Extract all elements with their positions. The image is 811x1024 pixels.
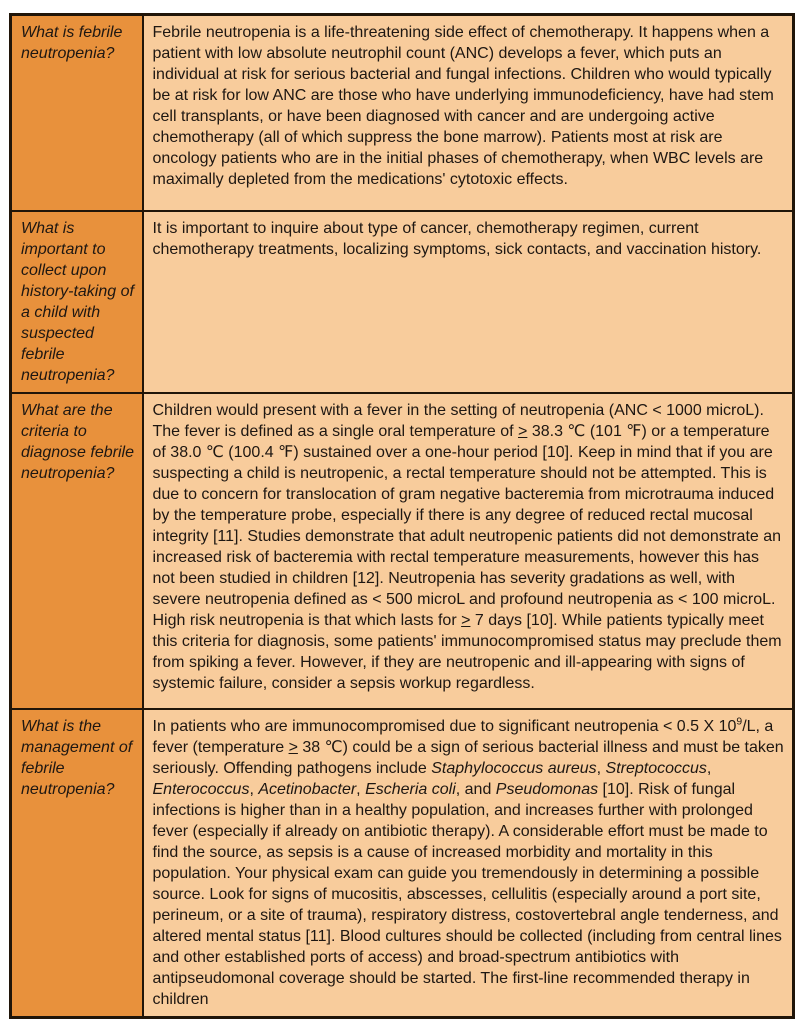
- question-text: What is febrile neutropenia?: [21, 24, 123, 62]
- answer-cell: [143, 709, 794, 1018]
- question-text: What is the management of febrile neutropenia?: [21, 717, 133, 798]
- question-cell: [11, 211, 143, 393]
- table-row: [11, 15, 794, 211]
- question-cell: [11, 709, 143, 1018]
- answer-cell: [143, 393, 794, 709]
- table-row: [11, 393, 794, 709]
- answer-cell: [143, 211, 794, 393]
- answer-text: It is important to inquire about type of cancer, chemotherapy regimen, current chemotherapy treatments, localizing symptoms, sick contacts, and vaccination history.: [152, 219, 762, 258]
- question-cell: [11, 15, 143, 211]
- answer-text: Febrile neutropenia is a life-threatening side effect of chemotherapy. It happens when a patient with low absolute neutrophil count (ANC) develops a fever, which puts an individual at risk for serious bacterial and fungal infections. Children who would typically be at risk for low ANC are those who have underlying immunodeficiency, have had stem cell transplants, or have been diagnosed with cancer and are undergoing active chemotherapy (all of which suppress the bone marrow). Patients most at risk are oncology patients who are in the initial phases of chemotherapy, when WBC levels are maximally depleted from the medications' cytotoxic effects.: [152, 24, 774, 188]
- table-row: [11, 709, 794, 1018]
- answer-text: In patients who are immunocompromised due to significant neutropenia < 0.5 X $10^9/L$, a fever (temperature > 38 ℃) could be a sign of serious bacterial illness and must be taken seriously. Offending pathogens include Staphylococcus aureus, Streptococcus, Enterococcus, Acetinobacter, Escheria coli, and Pseudomonas [10]. Risk of fungal infections is higher than in a healthy population, and increases further with prolonged fever (especially if already on antibiotic therapy). A considerable effort must be made to find the source, as sepsis is a cause of increased morbidity and mortality in this population. Your physical exam can guide you tremendously in determining a possible source. Look for signs of mucositis, abscesses, cellulitis (especially around a port site, perineum, or a site of trauma), respiratory distress, costovertebral angle tenderness, and altered mental status [11]. Blood cultures should be collected (including from central lines and other established ports of access) and broad-spectrum antibiotics with antipseudomonal coverage should be started. The first-line recommended therapy in children: [152, 716, 784, 1008]
- question-text: What are the criteria to diagnose febrile neutropenia?: [21, 401, 134, 482]
- answer-cell: [143, 15, 794, 211]
- answer-text: Children would present with a fever in the setting of neutropenia (ANC < 1000 microL). The fever is defined as a single oral temperature of > 38.3 ℃ (101 ℉) or a temperature of 38.0 ℃ (100.4 ℉) sustained over a one-hour period [10]. Keep in mind that if you are suspecting a child is neutropenic, a rectal temperature should not be attempted. This is due to concern for translocation of gram negative bacteremia from microtrauma induced by the temperature probe, especially if there is any degree of reduced rectal mucosal integrity [11]. Studies demonstrate that adult neutropenic patients did not demonstrate an increased risk of bacteremia with rectal temperature measurements, however this has not been studied in children [12]. Neutropenia has severity gradations as well, with severe neutropenia defined as < 500 microL and profound neutropenia as < 100 microL. High risk neutropenia is that which lasts for > 7 days [10]. While patients typically meet this criteria for diagnosis, some patients' immunocompromised status may preclude them from spiking a fever. However, if they are neutropenic and ill-appearing with signs of systemic failure, consider a sepsis workup regardless.: [152, 401, 782, 692]
- table-row: [11, 211, 794, 393]
- qa-table: [9, 13, 795, 1019]
- question-cell: [11, 393, 143, 709]
- question-text: What is important to collect upon history-taking of a child with suspected febrile neutropenia?: [21, 219, 134, 384]
